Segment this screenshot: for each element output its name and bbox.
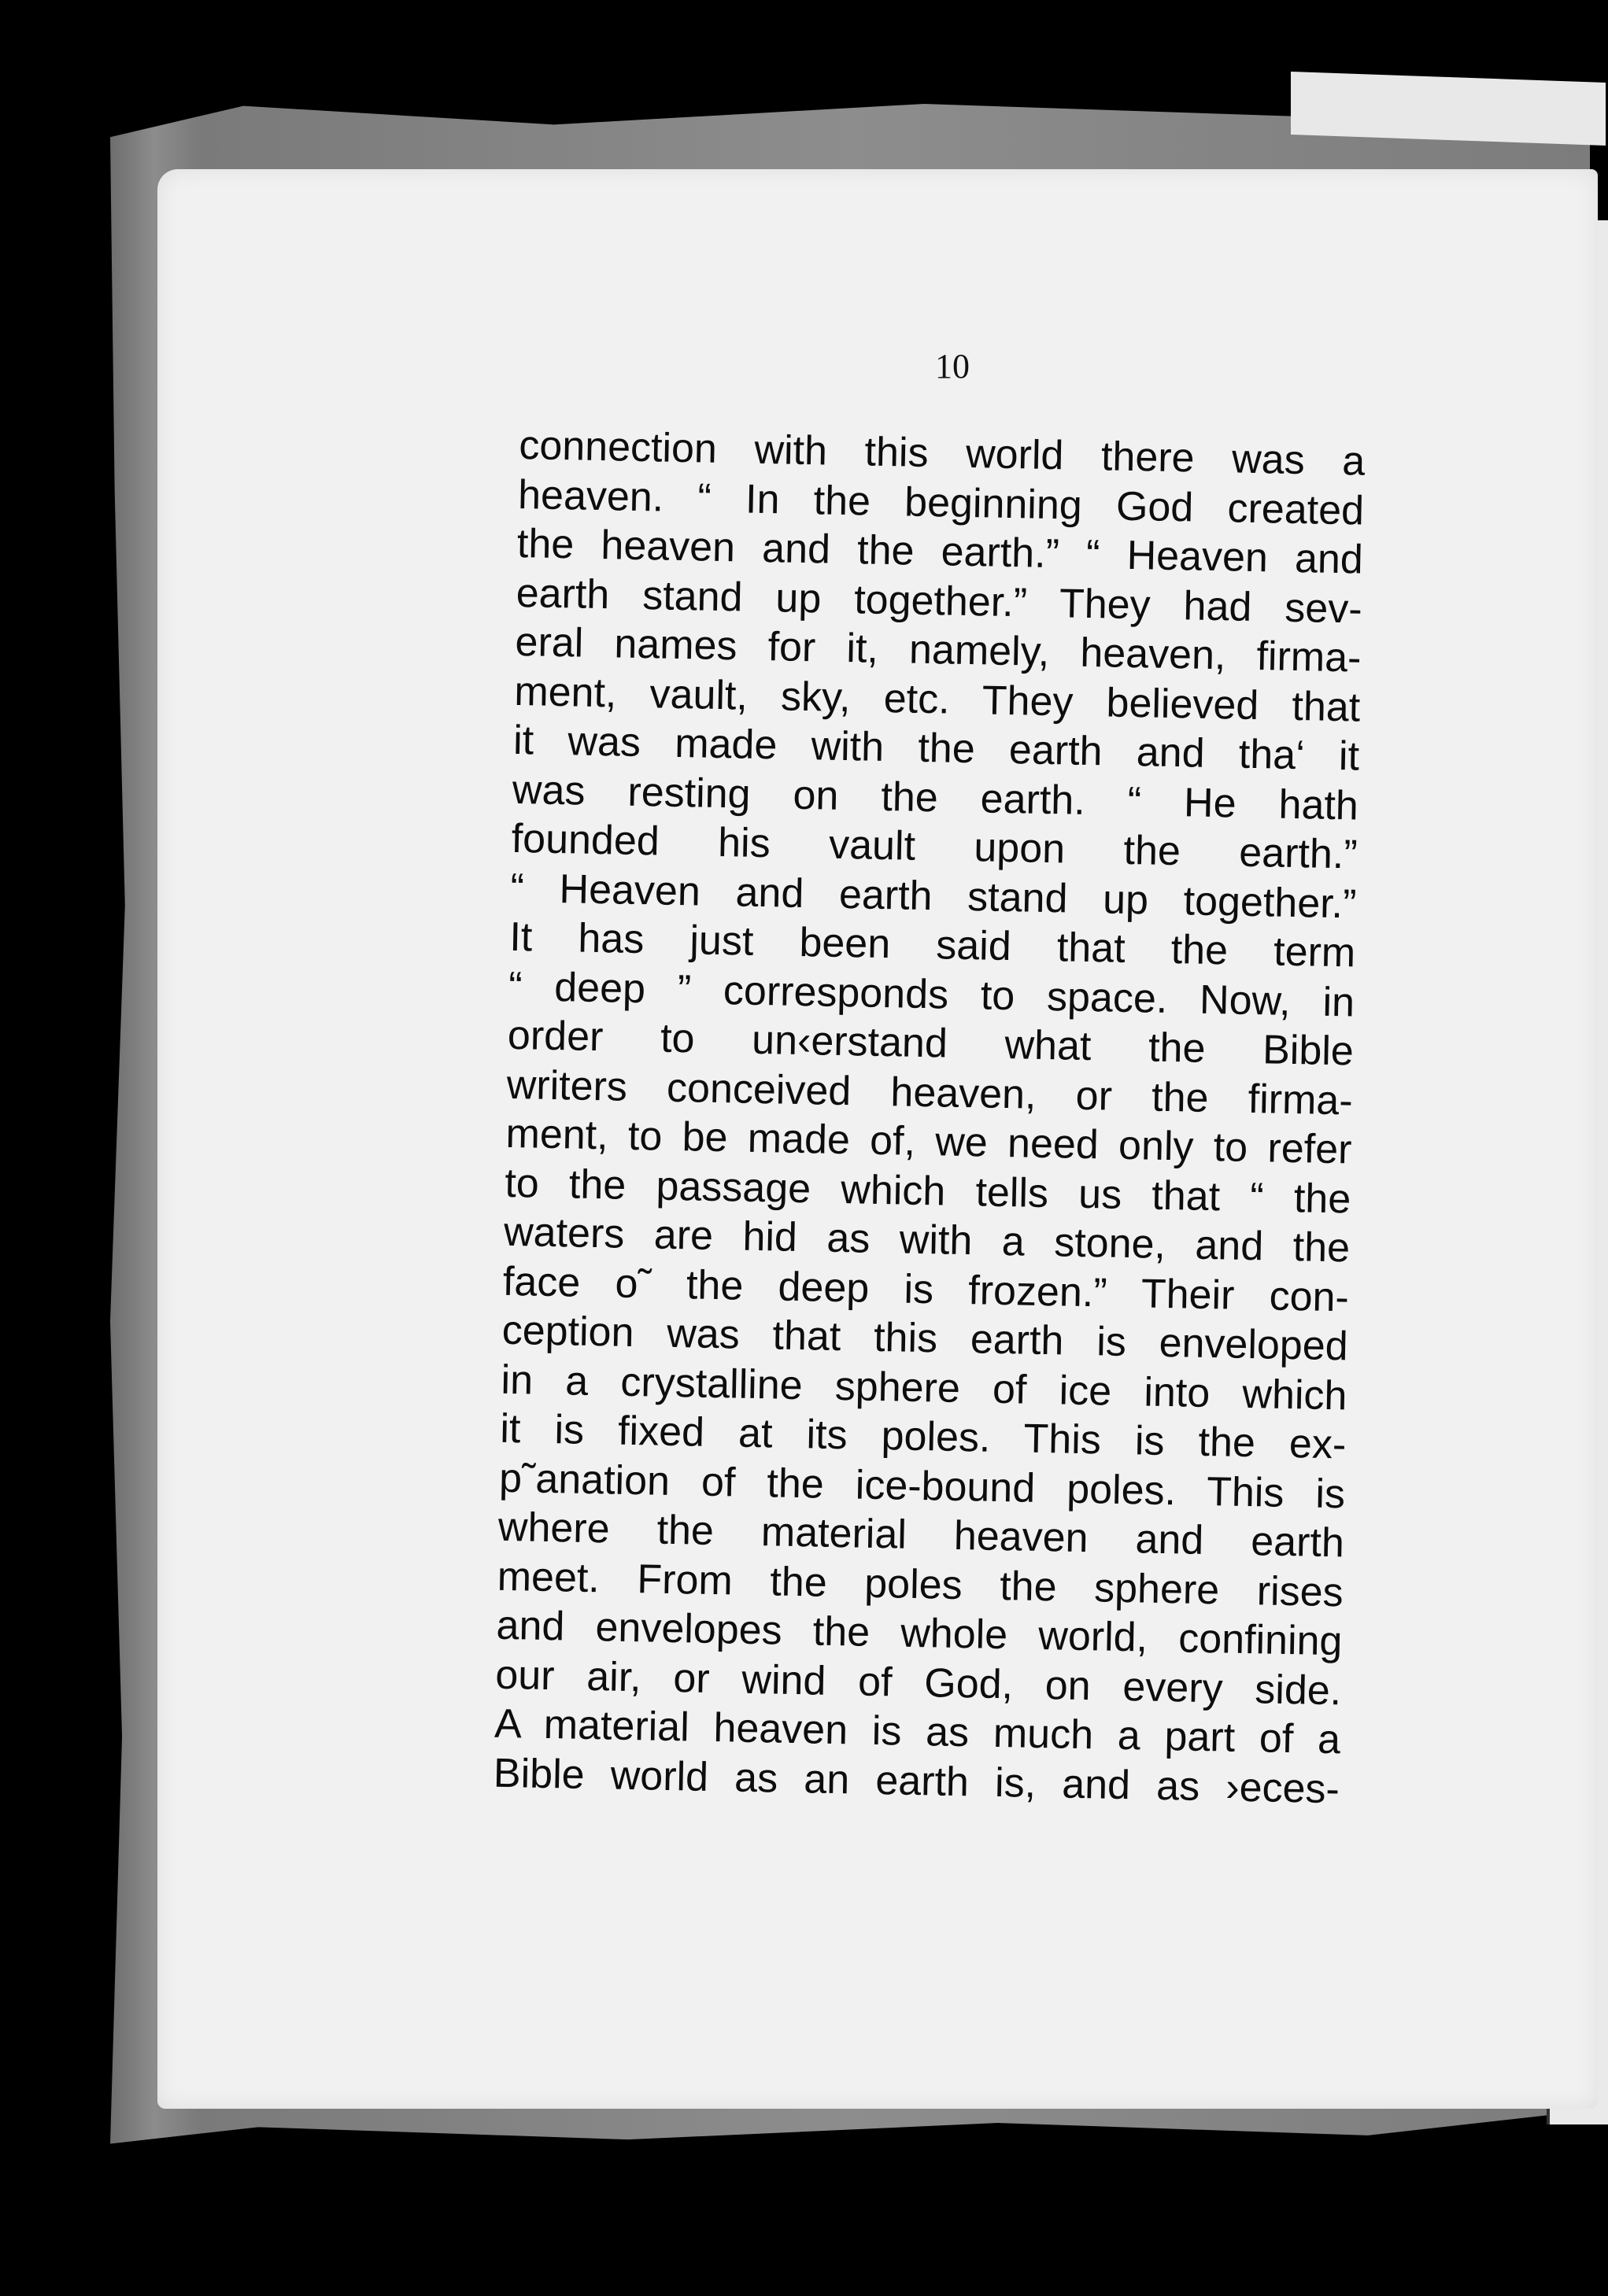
page-number: 10 xyxy=(935,347,970,386)
text-line: “ Heaven and earth stand up together.” xyxy=(510,865,1357,928)
text-line: “ deep ” corresponds to space. Now, in xyxy=(508,963,1355,1025)
text-line: was resting on the earth. “ He hath xyxy=(512,766,1359,829)
page-text xyxy=(493,421,1365,1814)
text-line: and envelopes the whole world, confining xyxy=(496,1602,1343,1665)
text-line: it was made with the earth and tha‘ it xyxy=(512,717,1360,780)
text-line: writers conceived heaven, or the firma- xyxy=(506,1061,1354,1124)
text-line: founded his vault upon the earth.” xyxy=(511,815,1358,878)
text-line: face o˜ the deep is frozen.” Their con- xyxy=(502,1258,1350,1320)
text-line: ment, vault, sky, etc. They believed that xyxy=(513,668,1361,731)
text-line: ment, to be made of, we need only to refer xyxy=(505,1110,1352,1173)
paper-flap xyxy=(1291,72,1606,146)
text-line: in a crystalline sphere of ice into which xyxy=(501,1357,1347,1419)
text-line: p˜anation of the ice-bound poles. This is xyxy=(498,1455,1346,1517)
text-line: earth stand up together.” They had sev- xyxy=(516,570,1363,633)
text-line: where the material heaven and earth xyxy=(497,1504,1345,1567)
text-line: connection with this world there was a xyxy=(518,422,1366,485)
text-line: ception was that this earth is enveloped xyxy=(501,1307,1349,1370)
text-line: eral names for it, namely, heaven, firma- xyxy=(515,618,1362,681)
text-line: to the passage which tells us that “ the xyxy=(504,1160,1351,1222)
text-line: It has just been said that the term xyxy=(508,914,1356,976)
text-line: it is fixed at its poles. This is the ex- xyxy=(499,1405,1347,1468)
text-line: waters are hid as with a stone, and the xyxy=(503,1209,1351,1272)
text-line: the heaven and the earth.” “ Heaven and xyxy=(516,520,1364,583)
text-line: Bible world as an earth is, and as ›eces- xyxy=(493,1750,1340,1812)
text-line: meet. From the poles the sphere rises xyxy=(497,1553,1344,1615)
text-line: heaven. “ In the beginning God created xyxy=(517,471,1365,534)
text-line: A material heaven is as much a part of a xyxy=(493,1700,1341,1763)
text-line: our air, or wind of God, on every side. xyxy=(494,1652,1342,1714)
text-line: order to un‹erstand what the Bible xyxy=(507,1012,1355,1075)
